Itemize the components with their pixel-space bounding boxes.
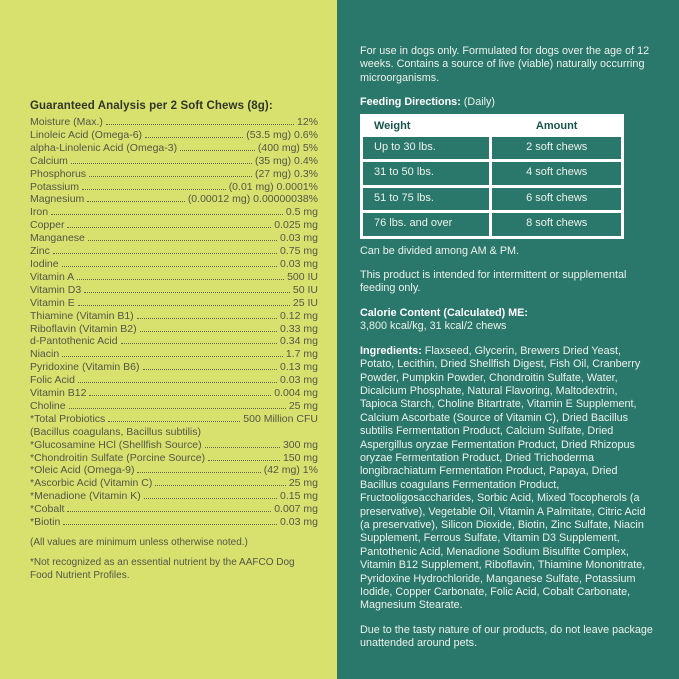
dot-leader: [180, 150, 255, 151]
nutrient-value: 0.33 mg: [280, 322, 318, 335]
analysis-row: [30, 361, 318, 374]
analysis-row: [30, 232, 318, 245]
dot-leader: [87, 201, 185, 202]
analysis-row: [30, 181, 318, 194]
nutrient-name: d-Pantothenic Acid: [30, 335, 118, 348]
nutrient-value: 0.03 mg: [280, 257, 318, 270]
nutrient-value: (27 mg) 0.3%: [254, 167, 318, 180]
nutrient-value: (42 mg) 1%: [263, 464, 318, 477]
guaranteed-analysis-heading: Guaranteed Analysis per 2 Soft Chews (8g):: [30, 100, 273, 112]
analysis-row: [30, 116, 318, 129]
analysis-row: [30, 439, 318, 452]
dot-leader: [205, 447, 280, 448]
usage-intro: For use in dogs only. Formulated for dogs over the age of 12 weeks. Contains a source of live (viable) naturally occurring microorganisms.: [360, 45, 650, 84]
dot-leader: [108, 421, 240, 422]
nutrient-name: Copper: [30, 219, 65, 232]
nutrient-value: (0.00012 mg) 0.00000038%: [187, 193, 318, 206]
analysis-row: [30, 426, 318, 439]
analysis-row: [30, 335, 318, 348]
nutrient-name: Choline: [30, 399, 66, 412]
analysis-row: [30, 142, 318, 155]
analysis-row: [30, 374, 318, 387]
guaranteed-analysis-panel: [0, 0, 337, 679]
dot-leader: [71, 163, 252, 164]
nutrient-name: Riboflavin (Vitamin B2): [30, 322, 137, 335]
dot-leader: [143, 369, 278, 370]
nutrient-name: Folic Acid: [30, 374, 75, 387]
analysis-row: [30, 413, 318, 426]
nutrient-value: 0.007 mg: [274, 503, 318, 516]
feeding-table-cell: 6 soft chews: [492, 188, 621, 210]
analysis-row: [30, 219, 318, 232]
nutrient-value: 0.12 mg: [280, 309, 318, 322]
feeding-table-body: [363, 137, 621, 236]
nutrient-value: 0.025 mg: [274, 219, 318, 232]
nutrient-value: (53.5 mg) 0.6%: [246, 128, 318, 141]
nutrient-value: 0.03 mg: [280, 516, 318, 529]
dot-leader: [144, 498, 277, 499]
dot-leader: [67, 227, 271, 228]
calorie-content: [360, 307, 654, 334]
nutrient-name: Iron: [30, 206, 49, 219]
nutrient-name: *Glucosamine HCl (Shellfish Source): [30, 438, 202, 451]
analysis-row: [30, 490, 318, 503]
nutrient-value: 12%: [296, 116, 318, 128]
nutrient-name: Vitamin D3: [30, 283, 82, 296]
dot-leader: [77, 279, 284, 280]
dot-leader: [155, 485, 285, 486]
feeding-directions-label: Feeding Directions:: [360, 96, 461, 109]
analysis-row: [30, 245, 318, 258]
nutrient-value: 25 IU: [292, 296, 318, 309]
nutrient-name: Iodine: [30, 257, 59, 270]
nutrient-value: (35 mg) 0.4%: [254, 154, 318, 167]
analysis-row: [30, 155, 318, 168]
nutrient-value: (0.01 mg) 0.0001%: [228, 180, 318, 193]
feeding-table-row: [363, 162, 621, 184]
feeding-table-cell: 31 to 50 lbs.: [363, 162, 489, 184]
feeding-table-header-cell: Amount: [492, 117, 621, 137]
dot-leader: [89, 395, 271, 396]
analysis-row: [30, 193, 318, 206]
nutrient-value: 150 mg: [282, 451, 318, 464]
analysis-row: [30, 503, 318, 516]
analysis-row: [30, 452, 318, 465]
nutrient-name: Vitamin A: [30, 270, 75, 283]
nutrient-name: Vitamin E: [30, 296, 75, 309]
dot-leader: [69, 408, 286, 409]
analysis-row: [30, 206, 318, 219]
analysis-row: [30, 297, 318, 310]
nutrient-value: 0.5 mg: [285, 206, 318, 219]
analysis-row: [30, 516, 318, 529]
nutrient-name: *Oleic Acid (Omega-9): [30, 464, 135, 477]
feeding-table-row: [363, 213, 621, 235]
nutrient-name: *Cobalt: [30, 503, 65, 516]
nutrient-value: 0.75 mg: [280, 245, 318, 258]
aafco-note: *Not recognized as an essential nutrient by the AAFCO Dog Food Nutrient Profiles.: [30, 557, 295, 581]
nutrient-name: Moisture (Max.): [30, 116, 103, 128]
dot-leader: [63, 524, 277, 525]
feeding-table-row: [363, 137, 621, 159]
nutrient-name: Manganese: [30, 232, 85, 245]
analysis-row: [30, 168, 318, 181]
feeding-table-cell: 8 soft chews: [492, 213, 621, 235]
nutrient-name: alpha-Linolenic Acid (Omega-3): [30, 141, 178, 154]
nutrient-name: Vitamin B12: [30, 387, 87, 400]
nutrient-value: 500 IU: [287, 270, 318, 283]
analysis-row: [30, 400, 318, 413]
nutrient-name: Calcium: [30, 154, 68, 167]
nutrient-value: (400 mg) 5%: [257, 141, 318, 154]
dot-leader: [121, 343, 277, 344]
nutrient-value: 1.7 mg: [285, 348, 318, 361]
feeding-table-cell: 4 soft chews: [492, 162, 621, 184]
ingredients-label: Ingredients:: [360, 344, 422, 357]
nutrient-value: 0.03 mg: [280, 232, 318, 245]
feeding-table-cell: 51 to 75 lbs.: [363, 188, 489, 210]
feeding-table-row: [363, 188, 621, 210]
nutrient-value: 0.004 mg: [274, 387, 318, 400]
feeding-table-cell: 76 lbs. and over: [363, 213, 489, 235]
nutrient-name: Niacin: [30, 348, 60, 361]
analysis-row: [30, 271, 318, 284]
analysis-rows: [30, 116, 318, 529]
dot-leader: [82, 189, 226, 190]
intermittent-note: This product is intended for intermittent or supplemental feeding only.: [360, 269, 627, 295]
feeding-directions-heading: [360, 96, 654, 109]
analysis-row: [30, 464, 318, 477]
analysis-row: [30, 387, 318, 400]
nutrient-value: 25 mg: [288, 399, 318, 412]
analysis-row: [30, 284, 318, 297]
nutrient-name: Thiamine (Vitamin B1): [30, 309, 134, 322]
calorie-heading: Calorie Content (Calculated) ME:: [360, 306, 528, 319]
nutrient-name: Zinc: [30, 245, 50, 258]
nutrient-name: (Bacillus coagulans, Bacillus subtilis): [30, 425, 201, 438]
dot-leader: [88, 240, 277, 241]
nutrient-name: Potassium: [30, 180, 80, 193]
dot-leader: [137, 472, 260, 473]
nutrient-name: *Biotin: [30, 516, 61, 529]
nutrient-value: 25 mg: [288, 477, 318, 490]
nutrient-name: *Ascorbic Acid (Vitamin C): [30, 477, 153, 490]
dot-leader: [106, 124, 294, 125]
analysis-row: [30, 348, 318, 361]
dot-leader: [89, 176, 252, 177]
feeding-table-cell: Up to 30 lbs.: [363, 137, 489, 159]
dot-leader: [208, 460, 280, 461]
dot-leader: [145, 137, 243, 138]
analysis-row: [30, 477, 318, 490]
dot-leader: [62, 356, 283, 357]
dot-leader: [53, 253, 277, 254]
nutrient-value: 0.15 mg: [280, 490, 318, 503]
feeding-table: [360, 114, 624, 239]
analysis-row: [30, 323, 318, 336]
ingredients: [360, 345, 654, 613]
nutrient-value: 0.13 mg: [280, 361, 318, 374]
nutrient-name: Linoleic Acid (Omega-6): [30, 128, 143, 141]
dot-leader: [78, 382, 277, 383]
analysis-row: [30, 258, 318, 271]
nutrient-name: Phosphorus: [30, 167, 87, 180]
dot-leader: [84, 292, 290, 293]
minimum-values-note: (All values are minimum unless otherwise noted.): [30, 537, 248, 548]
feeding-table-header: [363, 117, 621, 137]
table-note: Can be divided among AM & PM.: [360, 244, 520, 257]
dot-leader: [62, 266, 277, 267]
warning-note: Due to the tasty nature of our products, do not leave package unattended around pets.: [360, 623, 653, 650]
dot-leader: [51, 214, 283, 215]
nutrient-value: 300 mg: [282, 438, 318, 451]
nutrient-name: Pyridoxine (Vitamin B6): [30, 361, 140, 374]
feeding-table-cell: 2 soft chews: [492, 137, 621, 159]
nutrient-value: 500 Million CFU: [243, 412, 318, 425]
nutrient-value: 0.34 mg: [280, 335, 318, 348]
feeding-table-header-cell: Weight: [363, 117, 489, 137]
nutrient-value: 0.03 mg: [280, 374, 318, 387]
dot-leader: [137, 318, 277, 319]
nutrient-name: *Chondroitin Sulfate (Porcine Source): [30, 451, 206, 464]
nutrient-value: 50 IU: [292, 283, 318, 296]
nutrient-name: Magnesium: [30, 193, 85, 206]
directions-panel: [337, 0, 679, 679]
dot-leader: [67, 511, 271, 512]
analysis-row: [30, 129, 318, 142]
nutrient-name: *Total Probiotics: [30, 412, 106, 425]
feeding-directions-suffix: (Daily): [460, 96, 495, 109]
calorie-value: 3,800 kcal/kg, 31 kcal/2 chews: [360, 320, 507, 333]
ingredients-list: Flaxseed, Glycerin, Brewers Dried Yeast, Potato, Lecithin, Dried Shellfish Digest, Fish Oil, Cranberry Powder, Pumpkin Powder, Chondroitin Sulfate, Water, Dicalcium Phosphate, Natural Flavoring, Maltodextrin, Tapioca Starch, Choline Bitartrate, Vitamin E Supplement, Calcium Ascorbate (Source of Vitamin C), Dried Bacillus subtilis Fermentation Product, Calcium Sulfate, Dried Aspergillus oryzae Fermentation Product, Dried Rhizopus oryzae Fermentation Product, Dried Trichoderma longibrachiatum Fermentation Product, Papaya, Dried Bacillus coagulans Fermentation Product, Fructooligosaccharides, Sorbic Acid, Mixed Tocopherols (a preservative), Vegetable Oil, Vitamin A Palmitate, Citric Acid (a preservative), Silicon Dioxide, Biotin, Zinc Sulfate, Niacin Supplement, Ferrous Sulfate, Vitamin D3 Supplement, Pantothenic Acid, Menadione Sodium Bisulfite Complex, Vitamin B12 Supplement, Riboflavin, Thiamine Mononitrate, Pyridoxine Hydrochloride, Manganese Sulfate, Potassium Iodide, Copper Carbonate, Folic Acid, Cobalt Carbonate, Magnesium Stearate.: [360, 344, 646, 612]
analysis-row: [30, 310, 318, 323]
dot-leader: [78, 305, 290, 306]
nutrient-name: *Menadione (Vitamin K): [30, 490, 141, 503]
dot-leader: [140, 331, 277, 332]
